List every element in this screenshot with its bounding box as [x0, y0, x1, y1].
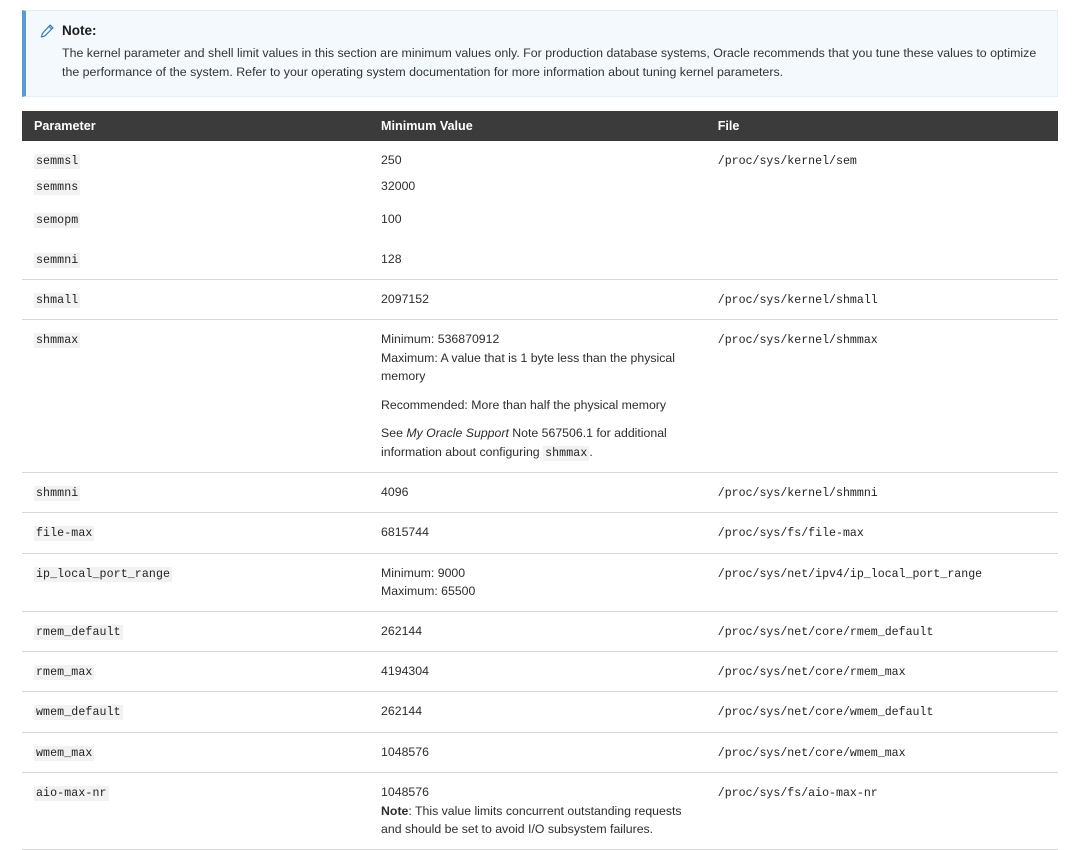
value-note-label: Note [381, 803, 409, 818]
reference-source: My Oracle Support [406, 426, 509, 441]
file-path: /proc/sys/net/ipv4/ip_local_port_range [717, 567, 983, 581]
cell-file [706, 692, 1058, 732]
spacer [381, 414, 696, 424]
file-path: /proc/sys/kernel/shmmax [717, 334, 878, 348]
table-row [22, 553, 1058, 611]
parameter-name: semmns [36, 180, 79, 194]
value-line: Minimum: 536870912 [381, 332, 500, 347]
cell-parameter [22, 240, 369, 280]
cell-file [706, 513, 1058, 553]
cell-parameter [22, 173, 369, 206]
value-text: 250 [381, 153, 402, 168]
note-title: Note: [62, 23, 97, 38]
cell-file [706, 173, 1058, 206]
reference-code: shmmax [545, 446, 588, 460]
parameter-name: rmem_default [36, 625, 121, 639]
table-row [22, 206, 1058, 239]
value-text: 2097152 [381, 292, 429, 306]
cell-value [369, 320, 706, 473]
parameter-name: wmem_max [36, 746, 93, 760]
cell-parameter [22, 280, 369, 320]
column-header-file: File [706, 111, 1058, 141]
cell-value [369, 141, 706, 172]
cell-parameter [22, 553, 369, 611]
reference-post: . [589, 444, 593, 459]
table-row [22, 141, 1058, 172]
parameter-name: shmmni [36, 486, 79, 500]
table-row [22, 611, 1058, 651]
file-path: /proc/sys/fs/file-max [717, 527, 864, 541]
cell-file [706, 141, 1058, 172]
cell-file [706, 773, 1058, 849]
reference-mid: Note 567506.1 for additional information about configuring [381, 426, 667, 459]
cell-parameter [22, 320, 369, 473]
parameter-name: semopm [36, 214, 79, 228]
parameter-name: shmall [36, 294, 79, 307]
pencil-icon [40, 24, 54, 38]
table-row [22, 320, 1058, 473]
value-line: Maximum: A value that is 1 byte less than the physical memory [381, 350, 675, 384]
file-path: /proc/sys/net/core/wmem_default [717, 706, 934, 720]
table-row [22, 240, 1058, 280]
parameter-name: ip_local_port_range [36, 567, 171, 581]
parameter-name: shmmax [36, 334, 79, 348]
cell-file [706, 611, 1058, 651]
cell-parameter [22, 141, 369, 172]
value-line: Minimum: 9000 [381, 565, 466, 580]
parameter-name: wmem_default [36, 706, 121, 720]
value-text: 128 [381, 251, 402, 266]
value-note-text: : This value limits concurrent outstanding requests and should be set to avoid I/O subsystem failures. [381, 803, 682, 837]
cell-parameter [22, 773, 369, 849]
value-text: 1048576 [381, 785, 429, 800]
cell-value [369, 206, 706, 239]
parameter-name: semmsl [36, 155, 79, 169]
cell-value [369, 692, 706, 732]
cell-parameter [22, 732, 369, 772]
table-row [22, 652, 1058, 692]
cell-file [706, 206, 1058, 239]
value-reference [381, 424, 696, 462]
table-row [22, 472, 1058, 512]
cell-value [369, 472, 706, 512]
cell-value [369, 513, 706, 553]
file-path: /proc/sys/kernel/sem [717, 155, 857, 169]
file-path: /proc/sys/net/core/rmem_default [717, 625, 934, 639]
table-row [22, 732, 1058, 772]
cell-value [369, 732, 706, 772]
cell-parameter [22, 206, 369, 239]
parameter-name: aio-max-nr [36, 787, 107, 801]
file-path: /proc/sys/net/core/wmem_max [717, 746, 906, 760]
table-header-row [22, 111, 1058, 141]
kernel-parameters-table [22, 111, 1058, 849]
note-text: The kernel parameter and shell limit values in this section are minimum values only. For production database systems, Oracle recommends that you tune these values to optimize the performance of the system. Refer to your operating system documentation for more information about tuning kernel parameters. [62, 46, 1037, 80]
spacer [381, 386, 696, 396]
cell-file [706, 652, 1058, 692]
cell-parameter [22, 692, 369, 732]
value-text: 32000 [381, 178, 416, 193]
file-path: /proc/sys/kernel/shmmni [717, 486, 878, 500]
table-row [22, 173, 1058, 206]
table-row [22, 692, 1058, 732]
value-note [381, 802, 696, 839]
cell-file [706, 472, 1058, 512]
cell-parameter [22, 472, 369, 512]
value-text: 4096 [381, 484, 409, 499]
value-text: 4194304 [381, 664, 429, 679]
cell-file [706, 732, 1058, 772]
cell-file [706, 320, 1058, 473]
cell-value [369, 553, 706, 611]
note-callout [22, 10, 1058, 97]
file-path: /proc/sys/fs/aio-max-nr [717, 787, 878, 801]
column-header-minimum-value: Minimum Value [369, 111, 706, 141]
cell-file [706, 240, 1058, 280]
parameter-name: rmem_max [36, 666, 93, 680]
cell-file [706, 553, 1058, 611]
cell-value [369, 240, 706, 280]
cell-parameter [22, 611, 369, 651]
file-path: /proc/sys/kernel/shmall [717, 294, 878, 307]
column-header-parameter: Parameter [22, 111, 369, 141]
cell-parameter [22, 513, 369, 553]
parameter-name: semmni [36, 253, 79, 267]
cell-value [369, 280, 706, 320]
value-text: 6815744 [381, 525, 429, 540]
note-header [40, 23, 1041, 38]
cell-value [369, 611, 706, 651]
cell-file [706, 280, 1058, 320]
value-text: 262144 [381, 623, 423, 638]
file-path: /proc/sys/net/core/rmem_max [717, 666, 906, 680]
value-text: 262144 [381, 704, 423, 719]
cell-value [369, 173, 706, 206]
value-line: Maximum: 65500 [381, 584, 476, 599]
value-text: 1048576 [381, 744, 429, 759]
table-row [22, 513, 1058, 553]
cell-value [369, 773, 706, 849]
table-row [22, 773, 1058, 849]
table-row [22, 280, 1058, 320]
reference-pre: See [381, 426, 407, 441]
value-recommended: Recommended: More than half the physical memory [381, 397, 667, 412]
document-page [0, 10, 1080, 850]
cell-value [369, 652, 706, 692]
cell-parameter [22, 652, 369, 692]
value-text: 100 [381, 212, 402, 227]
parameter-name: file-max [36, 527, 93, 541]
